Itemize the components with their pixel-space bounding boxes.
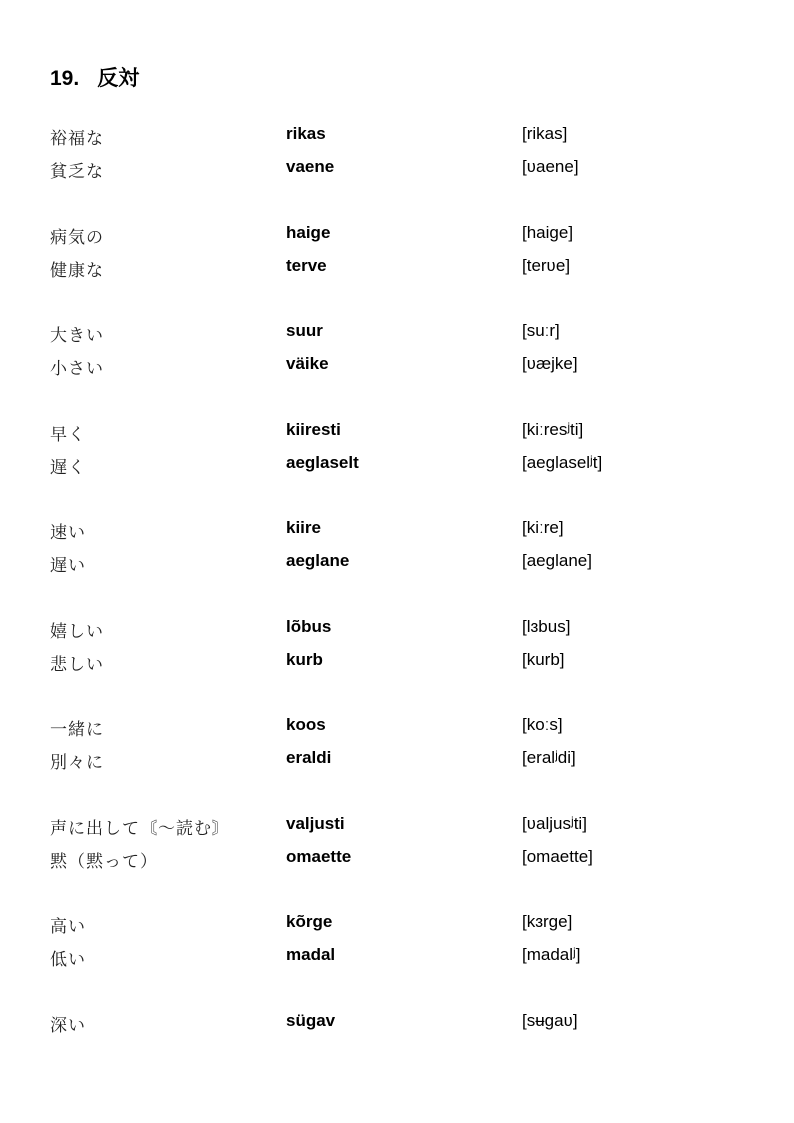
estonian-word: aeglane: [286, 551, 350, 570]
vocab-row: [0, 420, 794, 453]
pronunciation: [koːs]: [522, 715, 563, 734]
pronunciation: [aeglane]: [522, 551, 592, 570]
vocab-row: [0, 1011, 794, 1044]
pronunciation: [ʋaene]: [522, 157, 579, 176]
estonian-word: sügav: [286, 1010, 336, 1030]
vocab-row: [0, 650, 794, 683]
vocab-row: [0, 256, 794, 289]
pronunciation: [madalʲ]: [522, 945, 581, 964]
japanese-word: 遅い: [50, 556, 86, 576]
pronunciation: [sʉgaʋ]: [522, 1010, 578, 1030]
section-title: 反対: [97, 67, 140, 90]
word-pair-group: [0, 420, 794, 486]
pronunciation: [haige]: [522, 222, 574, 242]
word-pair-group: [0, 518, 794, 584]
word-pair-group: [0, 223, 794, 289]
pronunciation: [kiːresʲti]: [522, 419, 584, 439]
estonian-word: terve: [286, 255, 327, 275]
word-pair-group: [0, 814, 794, 880]
vocab-row: [0, 223, 794, 256]
estonian-word: kiiresti: [286, 419, 341, 439]
estonian-word: eraldi: [286, 748, 332, 767]
pronunciation: [suːr]: [522, 321, 560, 340]
vocab-row: [0, 453, 794, 486]
pronunciation: [terʋe]: [522, 255, 571, 275]
pronunciation: [kiːre]: [522, 518, 564, 537]
pronunciation: [rikas]: [522, 124, 568, 143]
estonian-word: kurb: [286, 649, 323, 669]
estonian-word: väike: [286, 354, 329, 373]
vocab-row: [0, 912, 794, 945]
word-pair-group: [0, 715, 794, 781]
vocab-row: [0, 617, 794, 650]
japanese-word: 健康な: [50, 260, 104, 281]
pronunciation: [ʋaljusʲti]: [522, 813, 587, 833]
vocab-row: [0, 814, 794, 847]
vocab-row: [0, 124, 794, 157]
estonian-word: suur: [286, 321, 323, 340]
vocab-row: [0, 157, 794, 190]
japanese-word: 裕福な: [50, 129, 104, 149]
estonian-word: haige: [286, 222, 331, 242]
japanese-word: 病気の: [50, 227, 104, 248]
vocab-row: [0, 847, 794, 880]
vocab-row: [0, 945, 794, 978]
estonian-word: kõrge: [286, 912, 333, 931]
pronunciation: [omaette]: [522, 846, 593, 866]
vocab-row: [0, 518, 794, 551]
estonian-word: rikas: [286, 124, 326, 143]
word-pair-group: [0, 617, 794, 683]
japanese-word: 高い: [50, 917, 86, 937]
japanese-word: 遅く: [50, 457, 86, 478]
japanese-word: 声に出して〘～読む〙: [50, 818, 230, 839]
estonian-word: lõbus: [286, 616, 332, 636]
pronunciation: [kɜrge]: [522, 912, 573, 931]
pronunciation: [aeglaselʲt]: [522, 452, 603, 472]
vocab-row: [0, 354, 794, 387]
japanese-word: 早く: [50, 424, 86, 445]
japanese-word: 低い: [50, 950, 86, 970]
japanese-word: 貧乏な: [50, 162, 104, 182]
pronunciation: [lɜbus]: [522, 616, 571, 636]
vocab-row: [0, 748, 794, 781]
pronunciation: [eralʲdi]: [522, 748, 576, 767]
word-pair-group: [0, 321, 794, 387]
estonian-word: valjusti: [286, 813, 345, 833]
word-pair-group: [0, 124, 794, 190]
word-pair-group: [0, 912, 794, 978]
vocab-row: [0, 551, 794, 584]
estonian-word: aeglaselt: [286, 452, 359, 472]
estonian-word: koos: [286, 715, 326, 734]
pronunciation: [ʋæjke]: [522, 354, 578, 373]
vocab-row: [0, 715, 794, 748]
japanese-word: 悲しい: [50, 654, 104, 675]
estonian-word: vaene: [286, 157, 335, 176]
japanese-word: 黙（黙って）: [50, 851, 158, 872]
japanese-word: 別々に: [50, 753, 104, 773]
section-heading: [50, 62, 139, 92]
japanese-word: 大きい: [50, 326, 104, 346]
word-pair-group: [0, 1011, 794, 1044]
estonian-word: omaette: [286, 846, 352, 866]
japanese-word: 一緒に: [50, 720, 104, 740]
section-number: 19.: [50, 67, 80, 90]
estonian-word: madal: [286, 945, 336, 964]
pronunciation: [kurb]: [522, 649, 565, 669]
vocab-row: [0, 321, 794, 354]
japanese-word: 速い: [50, 523, 86, 543]
japanese-word: 小さい: [50, 359, 104, 379]
japanese-word: 深い: [50, 1015, 86, 1036]
estonian-word: kiire: [286, 518, 321, 537]
japanese-word: 嬉しい: [50, 621, 104, 642]
